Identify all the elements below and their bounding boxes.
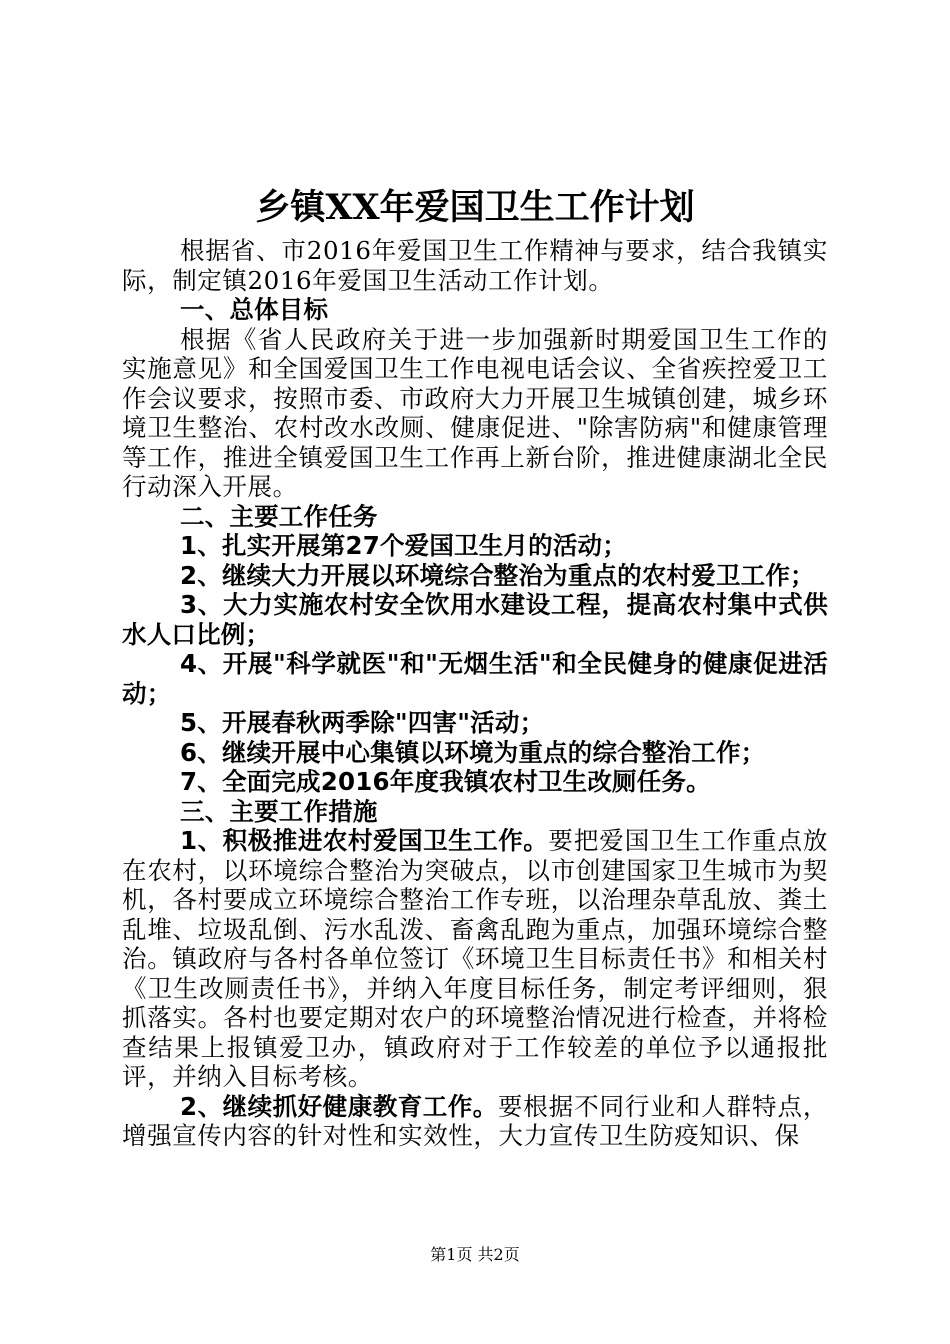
intro-paragraph: 根据省、市2016年爱国卫生工作精神与要求，结合我镇实际，制定镇2016年爱国卫生活动工作计划。 — [122, 236, 828, 295]
measure-paragraph-2 — [122, 1092, 828, 1151]
measure-1-text: 要把爱国卫生工作重点放在农村，以环境综合整治为突破点，以市创建国家卫生城市为契机，各村要成立环境综合整治工作专班，以治理杂草乱放、粪土乱堆、垃圾乱倒、污水乱泼、畜禽乱跑为重点，加强环境综合整治。镇政府与各村各单位签订《环境卫生目标责任书》和相关村《卫生改厕责任书》，并纳入年度目标任务，制定考评细则，狠抓落实。各村也要定期对农户的环境整治情况进行检查，并将检查结果上报镇爱卫办，镇政府对于工作较差的单位予以通报批评，并纳入目标考核。 — [122, 826, 828, 1091]
task-item-5: 5、开展春秋两季除"四害"活动； — [180, 708, 545, 737]
document-title: 乡镇XX年爱国卫生工作计划 — [255, 187, 695, 228]
section-heading-main-measures: 三、主要工作措施 — [180, 796, 378, 826]
document-body — [122, 236, 828, 1151]
measure-2-lead: 2、继续抓好健康教育工作。 — [180, 1091, 498, 1121]
page-number-footer: 第1页 共2页 — [430, 1245, 520, 1264]
measure-2-text: 要根据不同行业和人群特点，增强宣传内容的针对性和实效性，大力宣传卫生防疫知识、保 — [122, 1091, 828, 1150]
task-item-3: 3、大力实施农村安全饮用水建设工程，提高农村集中式供水人口比例； — [122, 590, 828, 649]
section-heading-overall-goal: 一、总体目标 — [180, 295, 329, 324]
overall-goal-paragraph: 根据《省人民政府关于进一步加强新时期爱国卫生工作的实施意见》和全国爱国卫生工作电视电话会议、全省疾控爱卫工作会议要求，按照市委、市政府大力开展卫生城镇创建，城乡环境卫生整治、农村改水改厕、健康促进、"除害防病"和健康管理等工作，推进全镇爱国卫生工作再上新台阶，推进健康湖北全民行动深入开展。 — [122, 324, 828, 501]
task-item-7: 7、全面完成2016年度我镇农村卫生改厕任务。 — [180, 767, 711, 796]
task-item-4: 4、开展"科学就医"和"无烟生活"和全民健身的健康促进活动； — [122, 649, 828, 708]
section-heading-main-tasks: 二、主要工作任务 — [180, 501, 378, 531]
task-item-6: 6、继续开展中心集镇以环境为重点的综合整治工作； — [180, 737, 766, 767]
task-item-2: 2、继续大力开展以环境综合整治为重点的农村爱卫工作； — [180, 560, 815, 590]
task-item-1: 1、扎实开展第27个爱国卫生月的活动； — [180, 531, 627, 560]
measure-1-lead: 1、积极推进农村爱国卫生工作。 — [180, 826, 549, 855]
measure-paragraph-1 — [122, 826, 828, 1092]
